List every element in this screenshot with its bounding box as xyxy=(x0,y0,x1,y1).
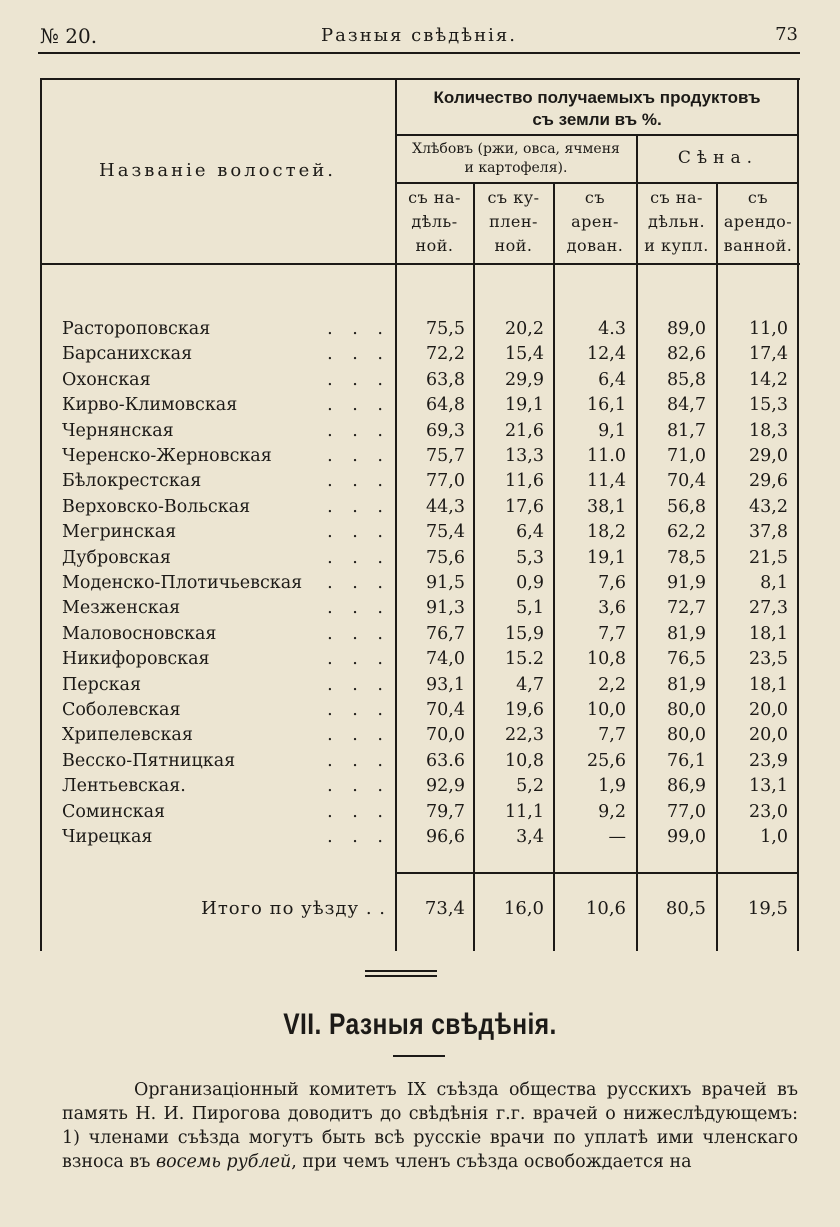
col-header-hay-nadel: съ на- дѣльн. и купл. xyxy=(644,188,709,255)
volost-name: Черенско-Жерновская xyxy=(62,446,272,466)
row-value: 18,1 xyxy=(749,623,788,644)
subgroup-rule xyxy=(395,182,799,184)
volost-name: Мегринская xyxy=(62,522,177,543)
table-row xyxy=(40,573,800,598)
volost-name: Чирецкая xyxy=(62,827,153,847)
row-value: 3,4 xyxy=(516,827,544,847)
para-emphasis: восемь рублей xyxy=(155,1152,292,1172)
body-paragraph xyxy=(62,1078,798,1174)
issue-number: № 20. xyxy=(40,24,98,48)
table-row xyxy=(40,344,800,369)
row-value: 7,6 xyxy=(598,573,626,593)
row-value: 76,1 xyxy=(667,750,706,771)
volost-name: Дубровская xyxy=(62,547,171,568)
row-value: 70,4 xyxy=(667,471,706,492)
row-value: 43,2 xyxy=(749,496,788,517)
row-value: 81,7 xyxy=(667,420,706,441)
leader-dots: . . . xyxy=(327,700,390,720)
row-value: 38,1 xyxy=(587,496,626,517)
row-value: 29,9 xyxy=(505,369,544,390)
table-row xyxy=(40,776,800,801)
row-value: 91,9 xyxy=(667,573,706,593)
row-value: 4,7 xyxy=(516,674,544,695)
total-value: 19,5 xyxy=(747,898,788,919)
row-value: 11,0 xyxy=(749,319,788,339)
row-value: 12,4 xyxy=(587,344,626,365)
row-value: 18,2 xyxy=(587,522,626,543)
leader-dots: . . . xyxy=(327,674,390,695)
volost-name: Весско-Пятницкая xyxy=(62,750,236,771)
row-value: 86,9 xyxy=(667,776,706,797)
row-value: 19,1 xyxy=(587,547,626,568)
row-value: 5,3 xyxy=(516,547,544,568)
table-row xyxy=(40,497,800,522)
leader-dots: . . . xyxy=(327,827,390,847)
leader-dots: . . . xyxy=(327,573,390,593)
row-value: 77,0 xyxy=(426,471,465,492)
table-row xyxy=(40,751,800,776)
row-value: 74,0 xyxy=(426,649,465,670)
table-row xyxy=(40,624,800,649)
row-value: 27,3 xyxy=(749,598,788,619)
leader-dots: . . . xyxy=(327,471,390,492)
table-row xyxy=(40,725,800,750)
leader-dots: . . . xyxy=(327,725,390,746)
row-value: 18,3 xyxy=(749,420,788,441)
row-value: 11,6 xyxy=(505,471,544,492)
row-value: 80,0 xyxy=(667,700,706,720)
row-value: 71,0 xyxy=(667,446,706,466)
row-value: 20,0 xyxy=(749,725,788,746)
row-value: 75,6 xyxy=(426,547,465,568)
row-value: — xyxy=(608,827,626,847)
col-header-hay-arend: съ арендо- ванной. xyxy=(723,188,793,255)
volost-name: Перская xyxy=(62,674,142,695)
leader-dots: . . . xyxy=(327,776,390,797)
row-value: 4.3 xyxy=(598,319,626,339)
row-value: 93,1 xyxy=(426,674,465,695)
total-rule xyxy=(395,872,799,874)
leader-dots: . . . xyxy=(327,395,390,416)
row-value: 75,4 xyxy=(426,522,465,543)
table-row xyxy=(40,395,800,420)
row-value: 9,1 xyxy=(598,420,626,441)
table-row xyxy=(40,827,800,852)
page-header xyxy=(38,22,800,54)
volost-name: Моденско-Плотичьевская xyxy=(62,573,303,593)
leader-dots: . . . xyxy=(327,547,390,568)
volost-name: Верховско-Вольская xyxy=(62,496,251,517)
row-value: 69,3 xyxy=(426,420,465,441)
row-value: 19,6 xyxy=(505,700,544,720)
row-value: 1,0 xyxy=(760,827,788,847)
row-value: 17,4 xyxy=(749,344,788,365)
row-value: 13,3 xyxy=(505,446,544,466)
row-value: 2,2 xyxy=(598,674,626,695)
volost-name: Кирво-Климовская xyxy=(62,395,238,416)
row-value: 23,5 xyxy=(749,649,788,670)
quantity-header-line1: Количество получаемыхъ продуктовъ xyxy=(433,88,761,107)
table-row xyxy=(40,522,800,547)
volost-name: Мезженская xyxy=(62,598,181,619)
name-column-header: Названіе волостей. xyxy=(99,160,336,181)
row-value: 85,8 xyxy=(667,369,706,390)
quantity-header xyxy=(396,87,798,131)
row-value: 10,0 xyxy=(587,700,626,720)
row-value: 21,5 xyxy=(749,547,788,568)
row-value: 81,9 xyxy=(667,674,706,695)
row-value: 15,9 xyxy=(505,623,544,644)
grain-header-line1: Хлѣбовъ (ржи, овса, ячменя xyxy=(412,141,620,157)
table-row xyxy=(40,370,800,395)
row-value: 29,0 xyxy=(749,446,788,466)
volost-name: Никифоровская xyxy=(62,649,210,670)
row-value: 25,6 xyxy=(587,750,626,771)
row-value: 22,3 xyxy=(505,725,544,746)
table-top-rule xyxy=(40,78,800,80)
table-row xyxy=(40,649,800,674)
row-value: 6,4 xyxy=(598,369,626,390)
total-value: 10,6 xyxy=(585,898,626,919)
page-number: 73 xyxy=(775,24,798,45)
volost-name: Хрипелевская xyxy=(62,725,193,746)
leader-dots: . . . xyxy=(327,446,390,466)
row-value: 15,3 xyxy=(749,395,788,416)
para-end: , при чемъ членъ съѣзда освобождается на xyxy=(291,1152,692,1172)
hay-header: Сѣна. xyxy=(677,148,759,168)
row-value: 89,0 xyxy=(667,319,706,339)
leader-dots: . . . xyxy=(327,598,390,619)
row-value: 11,4 xyxy=(587,471,626,492)
volost-name: Растороповская xyxy=(62,319,211,339)
table-row xyxy=(40,471,800,496)
leader-dots: . . . xyxy=(327,750,390,771)
row-value: 7,7 xyxy=(598,623,626,644)
volost-name: Охонская xyxy=(62,369,151,390)
row-value: 18,1 xyxy=(749,674,788,695)
row-value: 82,6 xyxy=(667,344,706,365)
row-value: 10,8 xyxy=(587,649,626,670)
row-value: 29,6 xyxy=(749,471,788,492)
row-value: 0,9 xyxy=(516,573,544,593)
section-title: VII. Разныя свѣдѣнія. xyxy=(283,1008,557,1041)
row-value: 81,9 xyxy=(667,623,706,644)
table-row xyxy=(40,421,800,446)
row-value: 80,0 xyxy=(667,725,706,746)
table-row xyxy=(40,598,800,623)
row-value: 13,1 xyxy=(749,776,788,797)
row-value: 23,9 xyxy=(749,750,788,771)
leader-dots: . . . xyxy=(327,623,390,644)
row-value: 20,0 xyxy=(749,700,788,720)
leader-dots: . . . xyxy=(327,522,390,543)
volost-name: Лентьевская. xyxy=(62,776,186,797)
row-value: 72,7 xyxy=(667,598,706,619)
row-value: 21,6 xyxy=(505,420,544,441)
row-value: 15.2 xyxy=(505,649,544,670)
row-value: 76,5 xyxy=(667,649,706,670)
row-value: 6,4 xyxy=(516,522,544,543)
row-value: 75,7 xyxy=(426,446,465,466)
row-value: 14,2 xyxy=(749,369,788,390)
leader-dots: . . . xyxy=(327,369,390,390)
row-value: 62,2 xyxy=(667,522,706,543)
row-value: 10,8 xyxy=(505,750,544,771)
row-value: 78,5 xyxy=(667,547,706,568)
total-label: Итого по уѣзду . . xyxy=(201,898,386,919)
row-value: 19,1 xyxy=(505,395,544,416)
row-value: 5,2 xyxy=(516,776,544,797)
total-value: 80,5 xyxy=(665,898,706,919)
row-value: 72,2 xyxy=(426,344,465,365)
title-rule xyxy=(393,1055,445,1057)
row-value: 70,0 xyxy=(426,725,465,746)
leader-dots: . . . xyxy=(327,496,390,517)
row-value: 37,8 xyxy=(749,522,788,543)
row-value: 91,3 xyxy=(426,598,465,619)
leader-dots: . . . xyxy=(327,420,390,441)
table-row xyxy=(40,675,800,700)
volost-name: Чернянская xyxy=(62,420,174,441)
quantity-header-line2: съ земли въ %. xyxy=(532,110,662,129)
total-value: 16,0 xyxy=(503,898,544,919)
row-value: 79,7 xyxy=(426,801,465,822)
row-value: 56,8 xyxy=(667,496,706,517)
leader-dots: . . . xyxy=(327,319,390,339)
leader-dots: . . . xyxy=(327,801,390,822)
header-bottom-rule xyxy=(40,263,800,265)
row-value: 77,0 xyxy=(667,801,706,822)
row-value: 63,8 xyxy=(426,369,465,390)
row-value: 91,5 xyxy=(426,573,465,593)
table-row xyxy=(40,319,800,344)
row-value: 20,2 xyxy=(505,319,544,339)
row-value: 7,7 xyxy=(598,725,626,746)
quantity-header-rule xyxy=(395,134,799,136)
row-value: 76,7 xyxy=(426,623,465,644)
section-ornament xyxy=(365,970,437,980)
volost-name: Бѣлокрестская xyxy=(62,471,202,492)
statistics-table xyxy=(40,78,800,951)
row-value: 11.0 xyxy=(587,446,626,466)
para-start: Организаціонный комитетъ IX съѣзда общества русскихъ врачей въ память Н. И. Пирогова доводитъ до свѣдѣнія г.г. врачей о нижеслѣдующемъ: 1) членами съѣзда могутъ быть всѣ русскіе врачи по уплатѣ ими членскаго взноса въ xyxy=(62,1080,798,1172)
row-value: 17,6 xyxy=(505,496,544,517)
grain-header-line2: и картофеля). xyxy=(464,160,568,176)
leader-dots: . . . xyxy=(327,344,390,365)
volost-name: Маловосновская xyxy=(62,623,217,644)
volost-name: Соболевская xyxy=(62,700,181,720)
row-value: 63.6 xyxy=(426,750,465,771)
row-value: 5,1 xyxy=(516,598,544,619)
row-value: 70,4 xyxy=(426,700,465,720)
row-value: 3,6 xyxy=(598,598,626,619)
row-value: 99,0 xyxy=(667,827,706,847)
row-value: 8,1 xyxy=(760,573,788,593)
row-value: 84,7 xyxy=(667,395,706,416)
row-value: 44,3 xyxy=(426,496,465,517)
leader-dots: . . . xyxy=(327,649,390,670)
row-value: 92,9 xyxy=(426,776,465,797)
row-value: 75,5 xyxy=(426,319,465,339)
row-value: 15,4 xyxy=(505,344,544,365)
row-value: 9,2 xyxy=(598,801,626,822)
row-value: 16,1 xyxy=(587,395,626,416)
running-title: Разныя свѣдѣнія. xyxy=(321,25,517,46)
row-value: 64,8 xyxy=(426,395,465,416)
volost-name: Барсанихская xyxy=(62,344,193,365)
table-row xyxy=(40,548,800,573)
row-value: 96,6 xyxy=(426,827,465,847)
row-value: 1,9 xyxy=(598,776,626,797)
col-header-kuplen: съ ку- плен- ной. xyxy=(487,188,540,255)
row-value: 23,0 xyxy=(749,801,788,822)
volost-name: Соминская xyxy=(62,801,166,822)
grain-header xyxy=(396,140,636,178)
table-row xyxy=(40,700,800,725)
total-value: 73,4 xyxy=(424,898,465,919)
col-header-arend: съ арен- дован. xyxy=(566,188,624,255)
col-header-nadel: съ на- дѣль- ной. xyxy=(408,188,461,255)
table-row xyxy=(40,446,800,471)
table-row xyxy=(40,802,800,827)
row-value: 11,1 xyxy=(505,801,544,822)
